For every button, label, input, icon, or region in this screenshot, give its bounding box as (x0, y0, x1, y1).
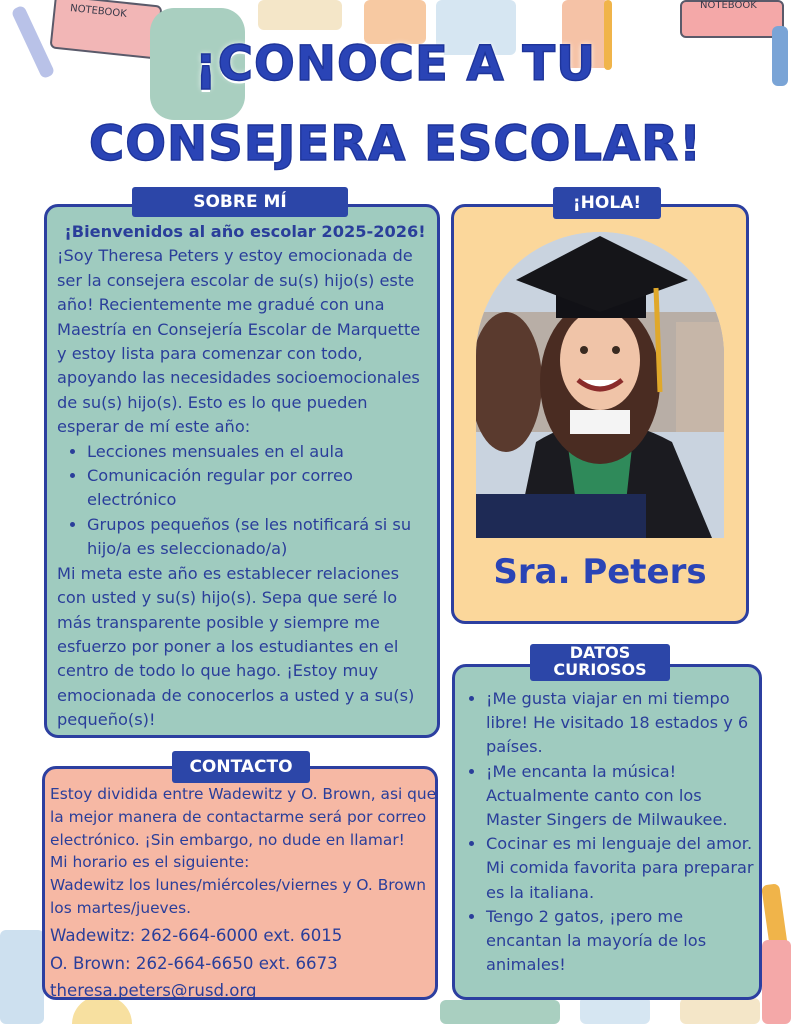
list-item: • ¡Me gusta viajar en mi tiempo libre! He visitado 18 estados y 6 países. (486, 687, 756, 760)
contact-phone-obrown: O. Brown: 262-664-6650 ext. 6673 (50, 953, 338, 973)
fun-facts-heading-line2: CURIOSOS (553, 659, 647, 679)
fun-facts-content (466, 687, 756, 977)
page-title-line2: CONSEJERA ESCOLAR! (88, 116, 702, 172)
list-item: • Cocinar es mi lenguaje del amor. Mi comida favorita para preparar es la italiana. (486, 832, 756, 905)
contact-email[interactable]: theresa.peters@rusd.org (50, 981, 257, 1001)
contact-heading: CONTACTO (172, 751, 310, 783)
page-title-line1: ¡CONOCE A TU (194, 36, 597, 92)
list-item: • Comunicación regular por correo electrónico (87, 464, 433, 513)
contact-schedule: Wadewitz los lunes/miércoles/viernes y O. Brown los martes/jueves. (50, 876, 427, 917)
contact-text: Estoy dividida entre Wadewitz y O. Brown, asi que la mejor manera de contactarme será por correo electrónico. ¡Sin embargo, no dude en llamar! (50, 785, 437, 849)
about-welcome: ¡Bienvenidos al año escolar 2025-2026! (64, 222, 426, 241)
fun-facts-list (466, 687, 756, 977)
about-list (57, 440, 433, 562)
notebook-label-right: NOTEBOOK (700, 0, 757, 11)
list-item: • ¡Me encanta la música! Actualmente canto con los Master Singers de Milwaukee. (486, 760, 756, 833)
contact-schedule-label: Mi horario es el siguiente: (50, 853, 250, 872)
about-heading: SOBRE MÍ (132, 187, 348, 217)
about-intro: ¡Soy Theresa Peters y estoy emocionada de ser la consejera escolar de su(s) hijo(s) este año! Recientemente me gradué con una Maestría en Consejería Escolar de Marquette y estoy lista para comenzar con todo, apoyando las necesidades socioemocionales de su(s) hijo(s). Esto es lo que pueden esperar de mí este año: (57, 246, 421, 437)
counselor-name: Sra. Peters (493, 552, 707, 592)
about-content (57, 220, 433, 733)
contact-phone-wadewitz: Wadewitz: 262-664-6000 ext. 6015 (50, 925, 343, 945)
list-item: • Tengo 2 gatos, ¡pero me encantan la mayoría de los animales! (486, 905, 756, 978)
list-item: • Grupos pequeños (se les notificará si su hijo/a es seleccionado/a) (87, 513, 433, 562)
fun-facts-heading (530, 644, 670, 681)
about-closing: Mi meta este año es establecer relaciones con usted y su(s) hijo(s). Sepa que seré lo más transparente posible y siempre me esfuerzo por poner a los estudiantes en el centro de todo lo que hago. ¡Estoy muy emocionada de conocerlos a usted y a su(s) pequeño(s)! (57, 563, 415, 730)
contact-content (50, 783, 438, 1003)
graduation-photo (476, 232, 724, 538)
notebook-label: NOTEBOOK (69, 3, 128, 20)
hola-heading: ¡HOLA! (553, 187, 661, 219)
portrait-illustration (476, 232, 724, 538)
fun-facts-heading-line1: DATOS (569, 643, 631, 662)
list-item: • Lecciones mensuales en el aula (87, 440, 433, 464)
